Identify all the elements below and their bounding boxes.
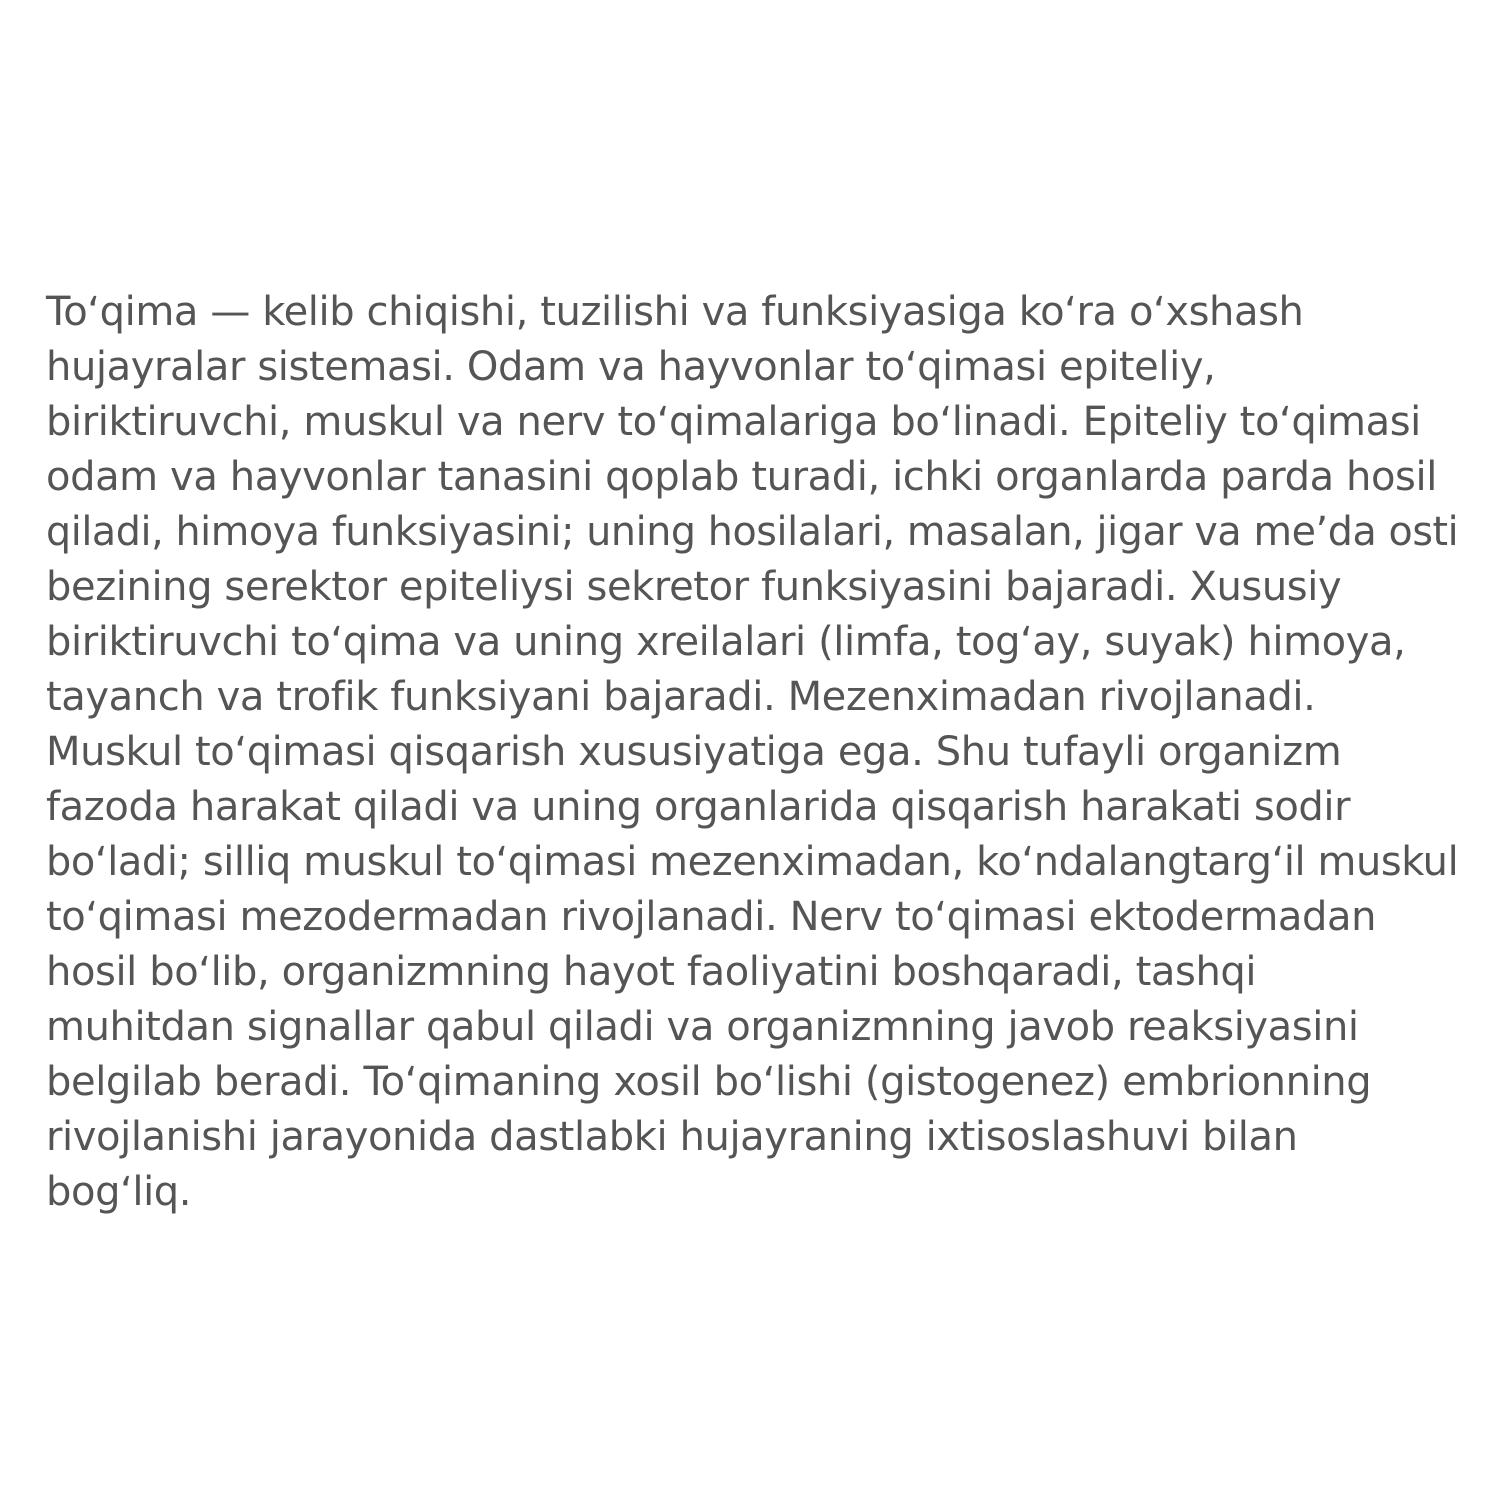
text-line: hosil bo‘lib, organizmning hayot faoliyatini boshqaradi, tashqi (46, 949, 1257, 995)
text-line: To‘qima — kelib chiqishi, tuzilishi va funksiyasiga ko‘ra o‘xshash (46, 289, 1304, 335)
text-line: biriktiruvchi to‘qima va uning xreilalari (limfa, tog‘ay, suyak) himoya, (46, 619, 1406, 665)
text-line: belgilab beradi. To‘qimaning xosil bo‘lishi (gistogenez) embrionning (46, 1059, 1372, 1105)
text-line: rivojlanishi jarayonida dastlabki hujayraning ixtisoslashuvi bilan (46, 1114, 1298, 1160)
text-line: to‘qimasi mezodermadan rivojlanadi. Nerv to‘qimasi ektodermadan (46, 894, 1377, 940)
text-line: odam va hayvonlar tanasini qoplab turadi, ichki organlarda parda hosil (46, 454, 1437, 500)
text-line: qiladi, himoya funksiyasini; uning hosilalari, masalan, jigar va me’da osti (46, 509, 1459, 555)
text-line: fazoda harakat qiladi va uning organlarida qisqarish harakati sodir (46, 784, 1351, 830)
text-line: bo‘ladi; silliq muskul to‘qimasi mezenximadan, ko‘ndalangtarg‘il muskul (46, 839, 1459, 885)
text-line: bog‘liq. (46, 1169, 192, 1215)
text-line: Muskul to‘qimasi qisqarish xususiyatiga ega. Shu tufayli organizm (46, 729, 1342, 775)
text-line: muhitdan signallar qabul qiladi va organizmning javob reaksiyasini (46, 1004, 1359, 1050)
text-line: bezining serektor epiteliysi sekretor funksiyasini bajaradi. Xususiy (46, 564, 1342, 610)
text-line: biriktiruvchi, muskul va nerv to‘qimalariga bo‘linadi. Epiteliy to‘qimasi (46, 399, 1421, 445)
text-line: tayanch va trofik funksiyani bajaradi. Mezenximadan rivojlanadi. (46, 674, 1316, 720)
article-text (46, 285, 1458, 1220)
text-line: hujayralar sistemasi. Odam va hayvonlar to‘qimasi epiteliy, (46, 344, 1216, 390)
